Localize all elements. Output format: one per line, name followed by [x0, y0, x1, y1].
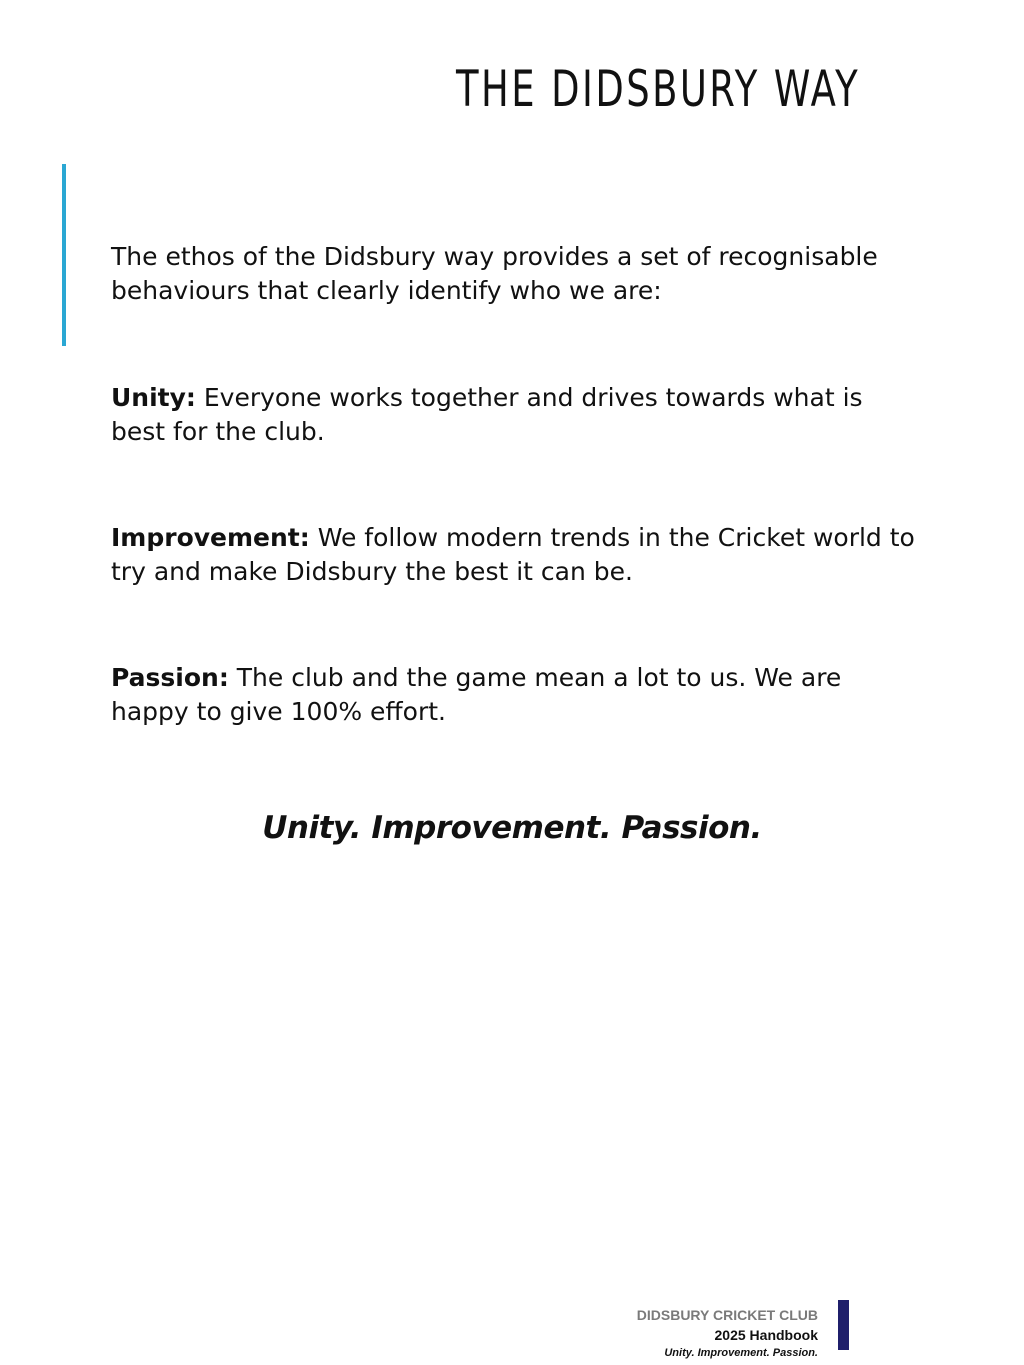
footer [560, 1305, 818, 1361]
value-passion-text: The club and the game mean a lot to us. We are happy to give 100% effort. [111, 663, 842, 726]
intro-paragraph: The ethos of the Didsbury way provides a set of recognisable behaviours that clearly identify who we are: [111, 242, 878, 305]
value-passion-label: Passion: [111, 663, 229, 692]
tagline: Unity. Improvement. Passion. [262, 810, 762, 846]
value-unity-label: Unity: [111, 383, 196, 412]
footer-club-name: DIDSBURY CRICKET CLUB [636, 1307, 818, 1323]
value-improvement [111, 521, 921, 589]
page-title: THE DIDSBURY WAY [456, 60, 861, 118]
value-unity [111, 381, 921, 449]
value-passion [111, 661, 921, 729]
value-unity-text: Everyone works together and drives towards what is best for the club. [111, 383, 863, 446]
value-improvement-text: We follow modern trends in the Cricket world to try and make Didsbury the best it can be. [111, 523, 915, 586]
accent-bar [62, 164, 66, 346]
footer-handbook: 2025 Handbook [714, 1327, 818, 1343]
footer-bar [838, 1300, 849, 1350]
value-improvement-label: Improvement: [111, 523, 310, 552]
footer-motto: Unity. Improvement. Passion. [664, 1347, 818, 1359]
